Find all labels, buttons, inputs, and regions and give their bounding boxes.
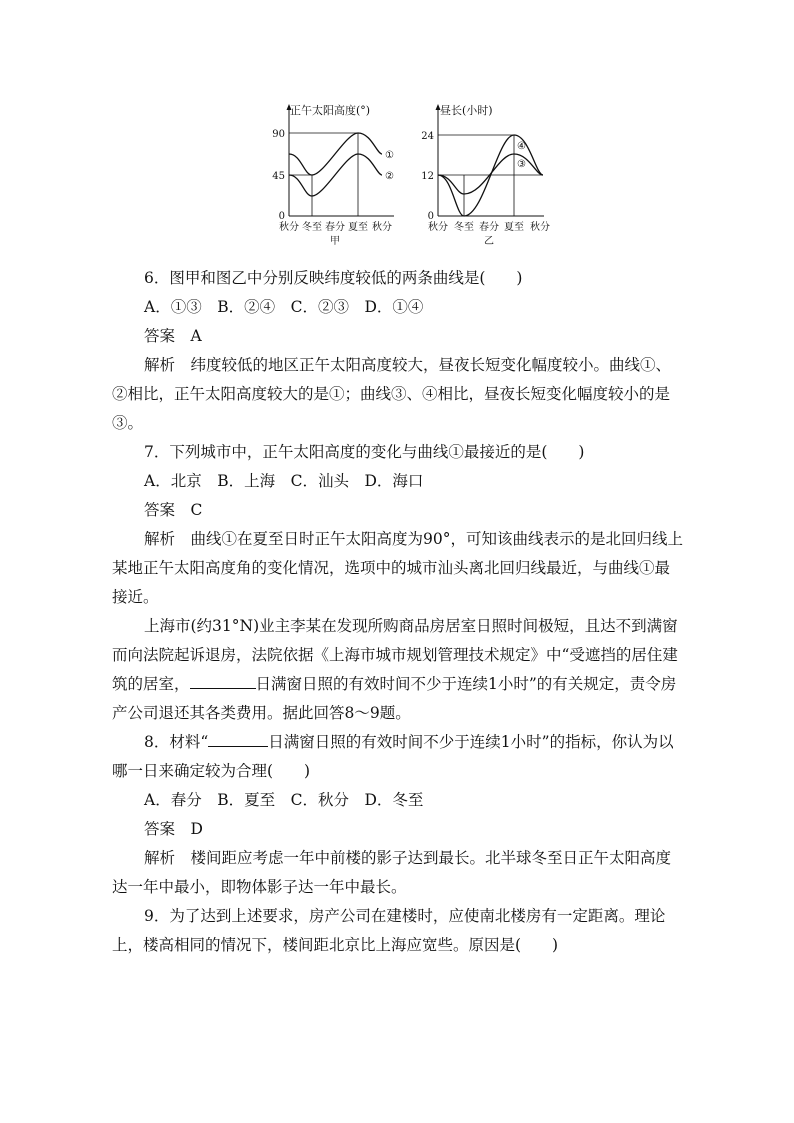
q8-analysis xyxy=(112,844,684,902)
jia-ytick-45: 45 xyxy=(272,171,285,182)
yi-label-4: ④ xyxy=(517,141,526,152)
q7-answer-value: C xyxy=(190,501,203,519)
q8-blank xyxy=(208,732,268,747)
jia-ytick-90: 90 xyxy=(272,129,285,140)
q8-analysis-label: 解析 xyxy=(144,849,176,867)
jia-xtick-3: 春分 xyxy=(325,222,345,233)
q8-analysis-text: 楼间距应考虑一年中前楼的影子达到最长。北半球冬至日正午太阳高度达一年中最小，即物体影子达一年中最长。 xyxy=(112,849,672,896)
yi-curve-4 xyxy=(438,135,543,216)
q8-answer-value: D xyxy=(190,820,203,838)
q9-stem: 9．为了达到上述要求，房产公司在建楼时，应使南北楼房有一定距离。理论上，楼高相同的情况下，楼间距北京比上海应宽些。原因是( ) xyxy=(112,907,666,954)
jia-xtick-4: 夏至 xyxy=(348,222,368,233)
yi-xtick-1: 秋分 xyxy=(428,222,448,233)
charts-svg xyxy=(274,96,564,256)
q6-analysis-label: 解析 xyxy=(144,356,176,374)
q6-analysis-text: 纬度较低的地区正午太阳高度较大，昼夜长短变化幅度较小。曲线①、②相比，正午太阳高度较大的是①；曲线③、④相比，昼夜长短变化幅度较小的是③。 xyxy=(112,356,672,432)
q7-stem: 7．下列城市中，正午太阳高度的变化与曲线①最接近的是( ) xyxy=(144,443,585,461)
q7-answer xyxy=(112,496,684,525)
q8-answer xyxy=(112,815,684,844)
q7-analysis xyxy=(112,525,684,612)
jia-label-2: ② xyxy=(385,171,394,182)
q6-answer xyxy=(112,322,684,351)
yi-ytick-24: 24 xyxy=(421,131,434,142)
q6-answer-value: A xyxy=(190,327,202,345)
q7-options: A．北京 B．上海 C．汕头 D．海口 xyxy=(144,472,424,490)
jia-xtick-2: 冬至 xyxy=(302,222,322,233)
q7-analysis-label: 解析 xyxy=(144,530,176,548)
yi-ytick-0: 0 xyxy=(427,211,434,222)
yi-xtick-5: 秋分 xyxy=(530,222,550,233)
chart-jia xyxy=(272,103,394,247)
material-part1: 上海市(约31°N)业主李某在发现所购商品房居室日照时间极短，且达不到满窗而向法院起诉退房，法院依据《上海市城市规划管理技术规定》中“受遮挡的居住建筑的居室， xyxy=(112,617,678,693)
jia-xtick-5: 秋分 xyxy=(372,222,392,233)
yi-xtick-2: 冬至 xyxy=(454,222,474,233)
yi-caption: 乙 xyxy=(484,236,494,247)
yi-xtick-3: 春分 xyxy=(479,222,499,233)
solar-charts-figure xyxy=(274,96,564,256)
chart-yi xyxy=(421,103,550,247)
q8-answer-label: 答案 xyxy=(144,820,176,838)
q6-options: A．①③ B．②④ C．②③ D．①④ xyxy=(144,298,424,316)
jia-ytick-0: 0 xyxy=(278,211,285,222)
yi-curve-3 xyxy=(438,154,543,194)
yi-label-3: ③ xyxy=(517,159,526,170)
jia-xtick-1: 秋分 xyxy=(279,222,299,233)
material-paragraph xyxy=(112,612,684,728)
yi-ytick-12: 12 xyxy=(421,171,434,182)
q8-stem-part2: 日满窗日照的有效时间不少于连续1小时”的指标，你认为以哪一日来确定较为合理( ) xyxy=(112,733,674,780)
q7-answer-label: 答案 xyxy=(144,501,176,519)
q6-stem: 6．图甲和图乙中分别反映纬度较低的两条曲线是( ) xyxy=(144,269,523,287)
q8-stem xyxy=(112,728,684,786)
material-part2: 日满窗日照的有效时间不少于连续1小时”的有关规定，责令房产公司退还其各类费用。据此回答8～9题。 xyxy=(112,675,677,722)
q8-options: A．春分 B．夏至 C．秋分 D．冬至 xyxy=(144,791,424,809)
jia-caption: 甲 xyxy=(330,236,340,247)
yi-xtick-4: 夏至 xyxy=(504,222,524,233)
q8-stem-part1: 8．材料“ xyxy=(144,733,209,751)
yi-ylabel: 昼长(小时) xyxy=(440,104,493,117)
jia-curve-1 xyxy=(289,133,382,175)
q7-analysis-text: 曲线①在夏至日时正午太阳高度为90°，可知该曲线表示的是北回归线上某地正午太阳高度角的变化情况，选项中的城市汕头离北回归线最近，与曲线①最接近。 xyxy=(112,530,684,606)
jia-label-1: ① xyxy=(385,150,394,161)
q6-analysis xyxy=(112,351,684,438)
document-body xyxy=(112,264,684,960)
jia-ylabel: 正午太阳高度(°) xyxy=(290,104,371,117)
q6-answer-label: 答案 xyxy=(144,327,176,345)
material-blank xyxy=(190,674,256,689)
